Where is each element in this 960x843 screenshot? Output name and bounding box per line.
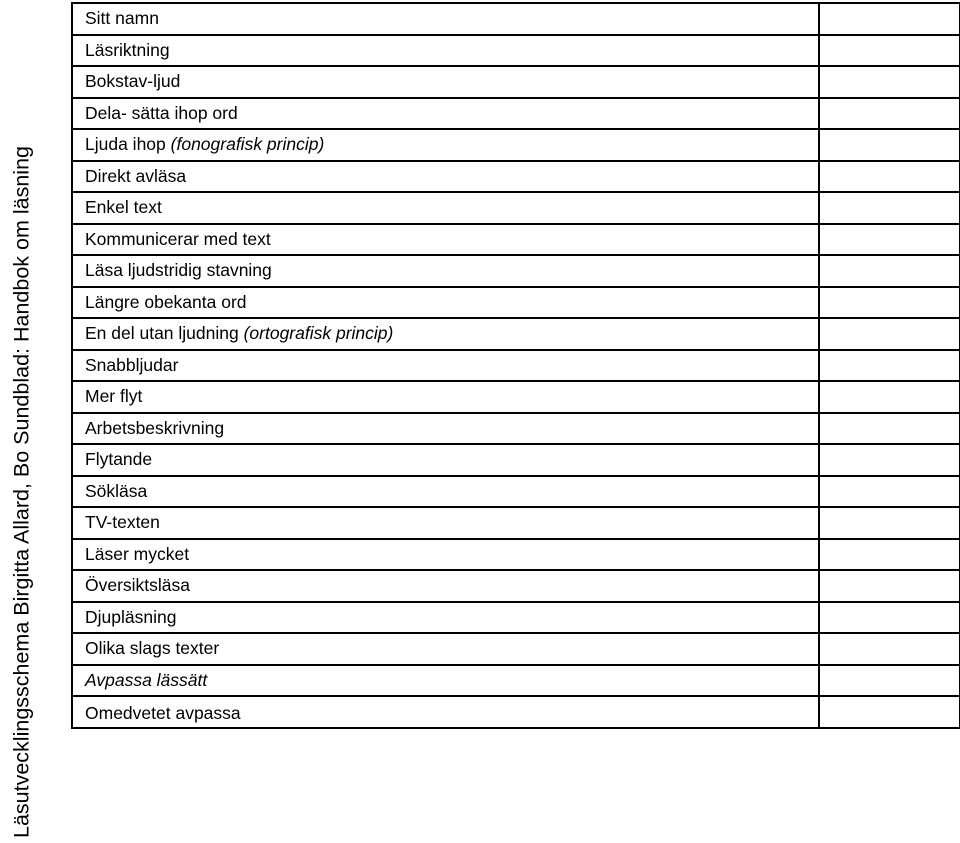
mark-cell[interactable] [819, 539, 960, 571]
table-row [72, 413, 960, 445]
table-row [72, 507, 960, 539]
mark-cell[interactable] [819, 507, 960, 539]
table-row [72, 665, 960, 697]
table-row [72, 98, 960, 130]
mark-cell[interactable] [819, 66, 960, 98]
row-label [72, 287, 819, 319]
table-row [72, 255, 960, 287]
table-row [72, 318, 960, 350]
row-label-text: Snabbljudar [85, 354, 179, 375]
mark-cell[interactable] [819, 696, 960, 728]
row-label [72, 539, 819, 571]
row-label [72, 507, 819, 539]
row-label [72, 318, 819, 350]
row-label [72, 224, 819, 256]
mark-cell[interactable] [819, 350, 960, 382]
row-label-text: Sitt namn [85, 8, 159, 29]
row-label-text: TV-texten [85, 512, 160, 533]
table-row [72, 287, 960, 319]
table-row [72, 129, 960, 161]
table-row [72, 633, 960, 665]
row-label-text: Läsa ljudstridig stavning [85, 260, 272, 281]
mark-cell[interactable] [819, 161, 960, 193]
row-label [72, 98, 819, 130]
row-label-text: Enkel text [85, 197, 162, 218]
mark-cell[interactable] [819, 129, 960, 161]
mark-cell[interactable] [819, 476, 960, 508]
row-label [72, 602, 819, 634]
mark-cell[interactable] [819, 570, 960, 602]
table-row [72, 350, 960, 382]
row-label-text: Direkt avläsa [85, 165, 187, 186]
row-label-text: Arbetsbeskrivning [85, 417, 225, 438]
row-label-text: Olika slags texter [85, 638, 220, 659]
row-label-italic-text: Avpassa lässätt [85, 669, 208, 690]
row-label [72, 413, 819, 445]
reading-development-table [71, 2, 960, 729]
row-label-text: Omedvetet avpassa [85, 703, 241, 723]
row-label-text: Bokstav-ljud [85, 71, 181, 92]
mark-cell[interactable] [819, 602, 960, 634]
row-label-text: Översiktsläsa [85, 575, 191, 596]
row-label [72, 255, 819, 287]
table-row [72, 696, 960, 728]
table-row [72, 161, 960, 193]
table-row [72, 602, 960, 634]
table-row [72, 476, 960, 508]
mark-cell[interactable] [819, 35, 960, 67]
mark-cell[interactable] [819, 255, 960, 287]
table-row [72, 3, 960, 35]
mark-cell[interactable] [819, 3, 960, 35]
table-row [72, 570, 960, 602]
mark-cell[interactable] [819, 98, 960, 130]
row-label [72, 3, 819, 35]
row-label-text: En del utan ljudning [85, 323, 244, 344]
row-label [72, 696, 819, 728]
row-label-italic-text: (ortografisk princip) [243, 323, 394, 344]
side-title [0, 0, 44, 843]
row-label [72, 161, 819, 193]
table-row [72, 381, 960, 413]
mark-cell[interactable] [819, 287, 960, 319]
row-label [72, 66, 819, 98]
table-row [72, 539, 960, 571]
row-label-text: Läsriktning [85, 39, 170, 60]
row-label [72, 633, 819, 665]
mark-cell[interactable] [819, 413, 960, 445]
row-label-text: Mer flyt [85, 386, 143, 407]
row-label-text: Flytande [85, 449, 153, 470]
mark-cell[interactable] [819, 192, 960, 224]
mark-cell[interactable] [819, 224, 960, 256]
row-label-text: Längre obekanta ord [85, 291, 247, 312]
mark-cell[interactable] [819, 318, 960, 350]
table-row [72, 192, 960, 224]
row-label [72, 350, 819, 382]
row-label [72, 444, 819, 476]
mark-cell[interactable] [819, 444, 960, 476]
table-row [72, 224, 960, 256]
mark-cell[interactable] [819, 665, 960, 697]
row-label [72, 192, 819, 224]
row-label [72, 665, 819, 697]
mark-cell[interactable] [819, 633, 960, 665]
table-row [72, 66, 960, 98]
table-row [72, 444, 960, 476]
row-label-text: Kommunicerar med text [85, 228, 271, 249]
row-label-text: Läser mycket [85, 543, 190, 564]
row-label-text: Dela- sätta ihop ord [85, 102, 238, 123]
row-label-text: Ljuda ihop [85, 134, 171, 155]
row-label [72, 570, 819, 602]
row-label-text: Sökläsa [85, 480, 148, 501]
row-label [72, 35, 819, 67]
row-label [72, 476, 819, 508]
mark-cell[interactable] [819, 381, 960, 413]
side-title-text: Läsutvecklingsschema Birgitta Allard, Bo Sundblad: Handbok om läsning [9, 146, 34, 838]
row-label-text: Djupläsning [85, 606, 177, 627]
table-row [72, 35, 960, 67]
row-label [72, 129, 819, 161]
row-label-italic-text: (fonografisk princip) [170, 134, 325, 155]
row-label [72, 381, 819, 413]
